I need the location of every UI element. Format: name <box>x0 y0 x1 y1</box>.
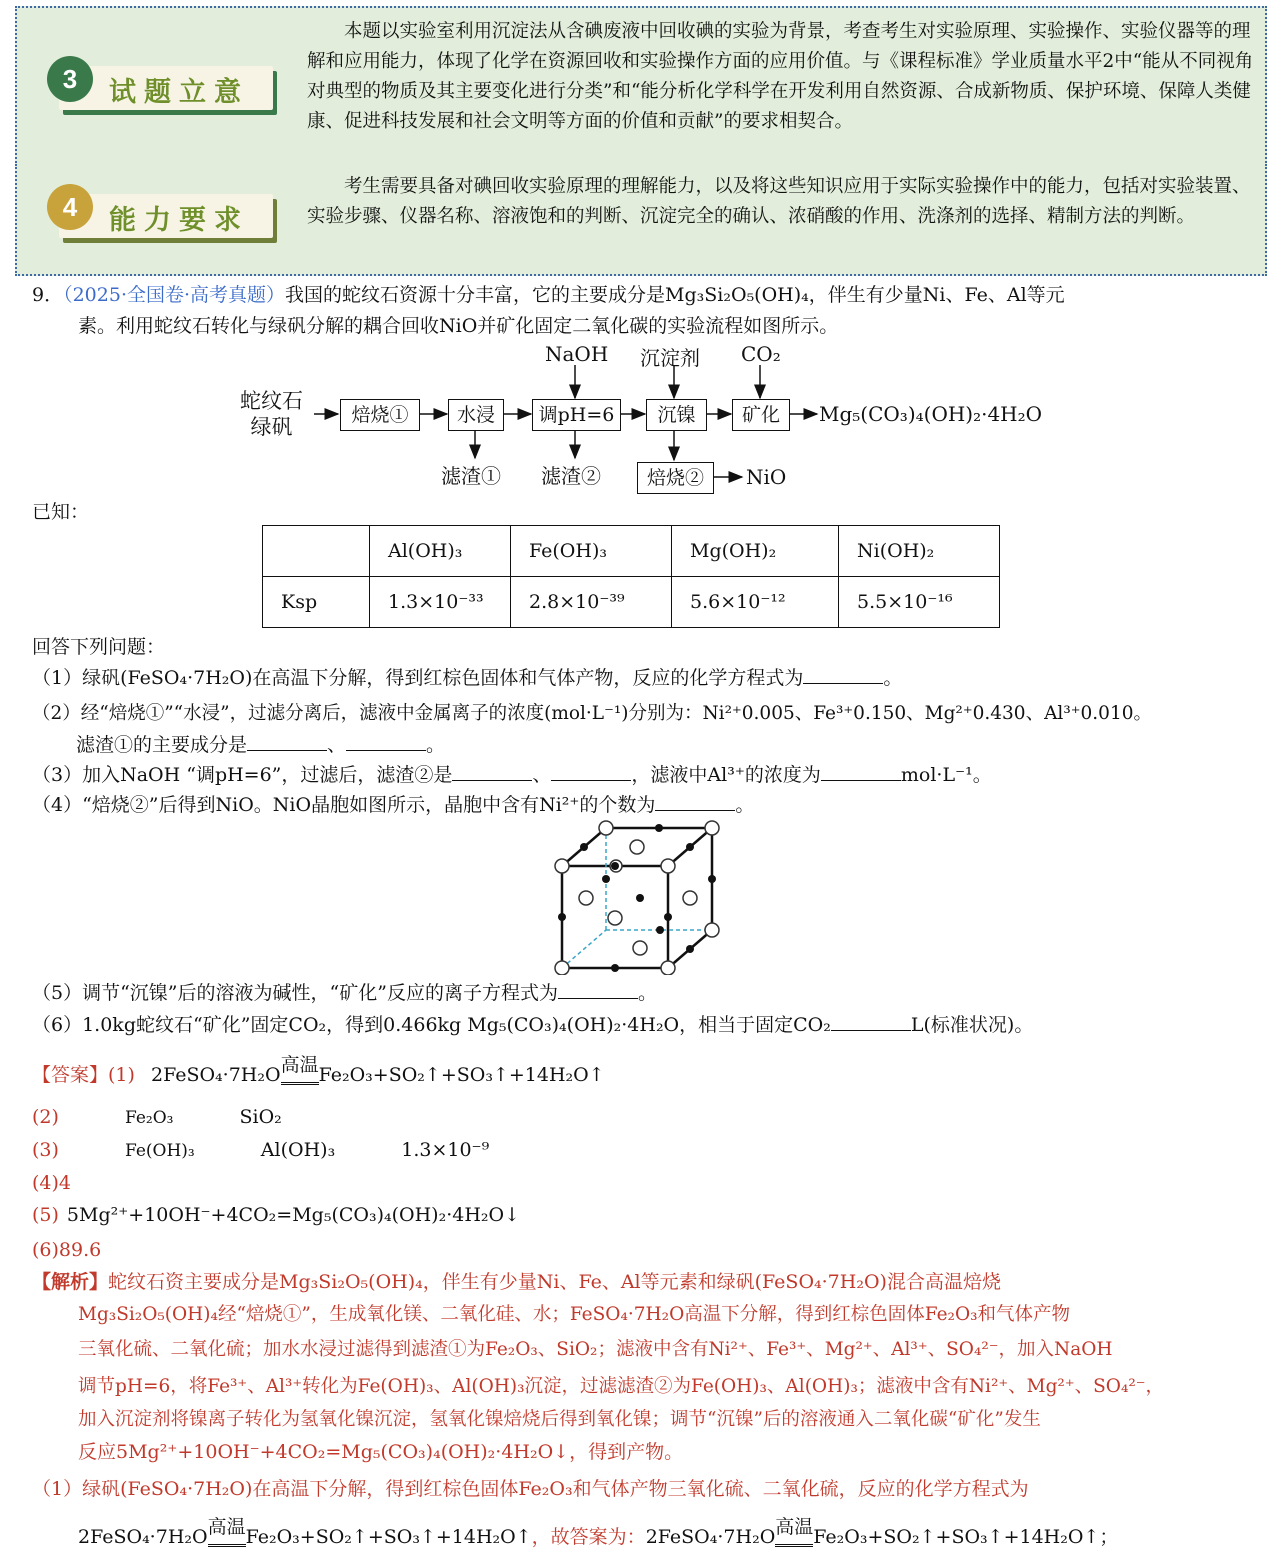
ksp-header-nioh2: Ni(OH)₂ <box>839 526 1000 577</box>
ksp-header-mgoh2: Mg(OH)₂ <box>672 526 839 577</box>
answer-tag: 【答案】 <box>32 1064 109 1086</box>
part-1-blank <box>803 665 883 684</box>
ksp-value-aloh3: 1.3×10⁻³³ <box>370 577 511 628</box>
part-3-blank-3 <box>821 762 901 781</box>
analysis-l2: Mg₃Si₂O₅(OH)₄经“焙烧①”，生成氧化镁、二氧化硅、水；FeSO₄·7H₂O高温下分解，得到红棕色固体Fe₂O₃和气体产物 <box>78 1304 1071 1325</box>
flow-reagent-precipitant: 沉淀剂 <box>640 346 700 370</box>
flow-reagent-naoh: NaOH <box>545 342 609 366</box>
analysis-l1-text: 蛇纹石资主要成分是Mg₃Si₂O₅(OH)₄，伴生有少量Ni、Fe、Al等元素和绿矾(FeSO₄·7H₂O)混合高温焙烧 <box>108 1271 1001 1293</box>
analysis-l8-rhs2: Fe₂O₃+SO₂↑+SO₃↑+14H₂O↑； <box>813 1526 1119 1548</box>
question-source: （2025·全国卷·高考真题） <box>63 284 286 306</box>
analysis-tag: 【解析】 <box>32 1271 109 1293</box>
question-stem-a: 我国的蛇纹石资源十分丰富，它的主要成分是 <box>285 284 666 306</box>
ability-number: 4 <box>47 184 93 230</box>
analysis-l8-cond2: 高温 <box>775 1530 813 1547</box>
flow-residue-2: 滤渣② <box>541 464 601 488</box>
ability-label: 能力要求 <box>109 205 249 236</box>
ksp-value-mgoh2: 5.6×10⁻¹² <box>672 577 839 628</box>
answer-1-cond: 高温 <box>281 1068 319 1085</box>
analysis-l1 <box>32 1267 1272 1297</box>
nio-unit-cell <box>550 820 730 975</box>
answer-5 <box>32 1200 520 1230</box>
ksp-header-feoh3: Fe(OH)₃ <box>511 526 672 577</box>
answer-2-v1: Fe₂O₃ <box>124 1108 174 1128</box>
flow-step-calcine2: 焙烧② <box>637 462 714 494</box>
answer-2-v2: SiO₂ <box>239 1106 282 1128</box>
part-3-blank-2 <box>551 762 631 781</box>
analysis-l5: 加入沉淀剂将镍离子转化为氢氧化镍沉淀，氢氧化镍焙烧后得到氧化镍；调节“沉镍”后的溶液通入二氧化碳“矿化”发生 <box>78 1409 1041 1430</box>
analysis-l8 <box>78 1515 1119 1552</box>
part-1-text: （1）绿矾(FeSO₄·7H₂O)在高温下分解，得到红棕色固体和气体产物，反应的化学方程式为 <box>32 667 804 689</box>
analysis-l8-lhs2: 2FeSO₄·7H₂O <box>645 1526 776 1548</box>
flow-step-ni-precip: 沉镍 <box>646 399 707 431</box>
intent-text: 本题以实验室利用沉淀法从含碘废液中回收碘的实验为背景，考查考生对实验原理、实验操作、实验仪器等的理解和应用能力，体现了化学在资源回收和实验操作方面的应用价值。与《课程标准》学业质量水平2中“能从不同视角对典型的物质及其主要变化进行分类”和“能分析化学科学在开发利用自然资源、合成新物质、保护环境、保障人类健康、促进科技发展和社会文明等方面的价值和贡献”的要求相契合。 <box>307 21 1254 132</box>
answer-1-label: (1) <box>108 1064 135 1086</box>
analysis-l8-cond: 高温 <box>208 1530 246 1547</box>
ksp-value-nioh2: 5.5×10⁻¹⁶ <box>839 577 1000 628</box>
part-2-blank-1 <box>247 732 327 751</box>
answer-1-rhs: Fe₂O₃+SO₂↑+SO₃↑+14H₂O↑ <box>318 1064 605 1086</box>
part-6-text-a: （6）1.0kg蛇纹石“矿化”固定CO₂，得到0.466kg Mg₅(CO₃)₄(OH)₂·4H₂O，相当于固定CO₂ <box>32 1014 831 1036</box>
part-6 <box>32 1010 1033 1040</box>
intent-number: 3 <box>47 56 93 102</box>
flow-step-leach: 水浸 <box>448 399 504 431</box>
analysis-l4: 调节pH=6，将Fe³⁺、Al³⁺转化为Fe(OH)₃、Al(OH)₃沉淀，过滤滤渣②为Fe(OH)₃、Al(OH)₃；滤液中含有Ni²⁺、Mg²⁺、SO₄²⁻， <box>78 1376 1165 1397</box>
ksp-value-row <box>263 577 1000 628</box>
analysis-l8-lhs: 2FeSO₄·7H₂O <box>78 1526 208 1548</box>
part-6-text-b: L(标准状况)。 <box>910 1014 1034 1036</box>
flow-step-adjust-ph: 调pH=6 <box>532 399 621 431</box>
part-5-blank <box>558 980 638 999</box>
answer-4: (4)4 <box>32 1172 72 1194</box>
part-4-text: （4）“焙烧②”后得到NiO。NiO晶胞如图所示，晶胞中含有Ni²⁺的个数为 <box>32 794 656 816</box>
answer-intro: 回答下列问题： <box>32 636 166 658</box>
answer-5-label: (5) <box>32 1204 59 1226</box>
answer-3-v2: Al(OH)₃ <box>260 1139 336 1161</box>
answer-2 <box>32 1102 282 1133</box>
part-5-text: （5）调节“沉镍”后的溶液为碱性，“矿化”反应的离子方程式为 <box>32 982 558 1004</box>
flow-chart <box>0 340 1279 500</box>
flow-input-serpentine: 蛇纹石 <box>240 389 303 413</box>
answer-5-eq: 5Mg²⁺+10OH⁻+4CO₂=Mg₅(CO₃)₄(OH)₂·4H₂O↓ <box>66 1204 521 1226</box>
analysis-l8-mid: ，故答案为： <box>531 1526 646 1548</box>
question-stem-c: 素。利用蛇纹石转化与绿矾分解的耦合回收NiO并矿化固定二氧化碳的实验流程如图所示。 <box>78 315 839 337</box>
analysis-l3: 三氧化硫、二氧化硫；加水水浸过滤得到滤渣①为Fe₂O₃、SiO₂；滤液中含有Ni²⁺、Fe³⁺、Mg²⁺、Al³⁺、SO₄²⁻，加入NaOH <box>78 1339 1113 1360</box>
part-6-blank <box>831 1012 911 1031</box>
known-label: 已知： <box>32 501 90 523</box>
o-ion <box>611 862 619 870</box>
question-stem-b: ，伴生有少量Ni、Fe、Al等元 <box>808 284 1065 306</box>
part-3: （3）加入NaOH “调pH=6”，过滤后，滤渣②是 、 ，滤液中Al³⁺的浓度为 mol·L⁻¹。 <box>32 764 992 786</box>
ksp-header-row <box>263 526 1000 577</box>
part-5: （5）调节“沉镍”后的溶液为碱性，“矿化”反应的离子方程式为 。 <box>32 982 657 1004</box>
flow-product-nio: NiO <box>746 465 787 489</box>
ksp-table <box>262 525 1000 628</box>
part-3-text-a: （3）加入NaOH “调pH=6”，过滤后，滤渣②是 <box>32 764 453 786</box>
flow-step-mineralize: 矿化 <box>732 399 790 431</box>
part-4-blank <box>655 792 735 811</box>
part-2-line1: （2）经“焙烧①”“水浸”，过滤分离后，滤液中金属离子的浓度(mol·L⁻¹)分别为：Ni²⁺0.005、Fe³⁺0.150、Mg²⁺0.430、Al³⁺0.010。 <box>32 703 1152 724</box>
ni-ion <box>555 859 569 873</box>
part-2-blank-2 <box>346 732 426 751</box>
question-stem <box>32 280 1252 310</box>
ksp-header-aloh3: Al(OH)₃ <box>370 526 511 577</box>
answer-3-v1: Fe(OH)₃ <box>124 1141 195 1161</box>
flow-step-calcine1: 焙烧① <box>340 399 420 431</box>
answer-3 <box>32 1135 489 1166</box>
answer-6: (6)89.6 <box>32 1239 102 1261</box>
ksp-value-feoh3: 2.8×10⁻³⁹ <box>511 577 672 628</box>
ability-panel <box>15 164 1267 276</box>
answer-1-lhs: 2FeSO₄·7H₂O <box>150 1064 281 1086</box>
ksp-header-empty <box>263 526 370 577</box>
flow-reagent-co2: CO₂ <box>741 342 781 366</box>
flow-product-final: Mg₅(CO₃)₄(OH)₂·4H₂O <box>819 402 1043 426</box>
intent-label: 试题立意 <box>109 77 249 108</box>
question-number: 9． <box>32 284 64 306</box>
flow-residue-1: 滤渣① <box>441 464 501 488</box>
analysis-l7: （1）绿矾(FeSO₄·7H₂O)在高温下分解，得到红棕色固体Fe₂O₃和气体产物三氧化硫、二氧化硫，反应的化学方程式为 <box>32 1478 1029 1500</box>
part-1: （1）绿矾(FeSO₄·7H₂O)在高温下分解，得到红棕色固体和气体产物，反应的化学方程式为 。 <box>32 667 903 689</box>
part-3-text-b: ，滤液中Al³⁺的浓度为 <box>631 764 821 786</box>
answer-1 <box>32 1053 605 1090</box>
formula-serpentine: Mg₃Si₂O₅(OH)₄ <box>665 284 809 306</box>
ability-text: 考生需要具备对碘回收实验原理的理解能力，以及将这些知识应用于实际实验操作中的能力，包括对实验装置、实验步骤、仪器名称、溶液饱和的判断、沉淀完全的确认、浓硝酸的作用、洗涤剂的选择、精制方法的判断。 <box>307 176 1251 227</box>
intent-panel <box>15 6 1267 167</box>
ksp-row-label: Ksp <box>263 577 370 628</box>
analysis-l8-rhs: Fe₂O₃+SO₂↑+SO₃↑+14H₂O↑ <box>245 1526 532 1548</box>
analysis-l6: 反应5Mg²⁺+10OH⁻+4CO₂=Mg₅(CO₃)₄(OH)₂·4H₂O↓，得到产物。 <box>78 1441 684 1463</box>
answer-3-v3: 1.3×10⁻⁹ <box>401 1139 490 1161</box>
flow-input-vitriol: 绿矾 <box>250 415 293 439</box>
answer-2-label: (2) <box>32 1106 59 1128</box>
part-2-text: 滤渣①的主要成分是 <box>76 734 248 756</box>
ability-badge <box>47 188 277 240</box>
intent-badge <box>47 60 277 112</box>
part-3-text-c: mol·L⁻¹。 <box>900 764 992 786</box>
part-2-line2: 滤渣①的主要成分是 、 。 <box>76 734 446 756</box>
part-3-blank-1 <box>452 762 532 781</box>
answer-3-label: (3) <box>32 1139 59 1161</box>
part-4: （4）“焙烧②”后得到NiO。NiO晶胞如图所示，晶胞中含有Ni²⁺的个数为 。 <box>32 794 755 816</box>
